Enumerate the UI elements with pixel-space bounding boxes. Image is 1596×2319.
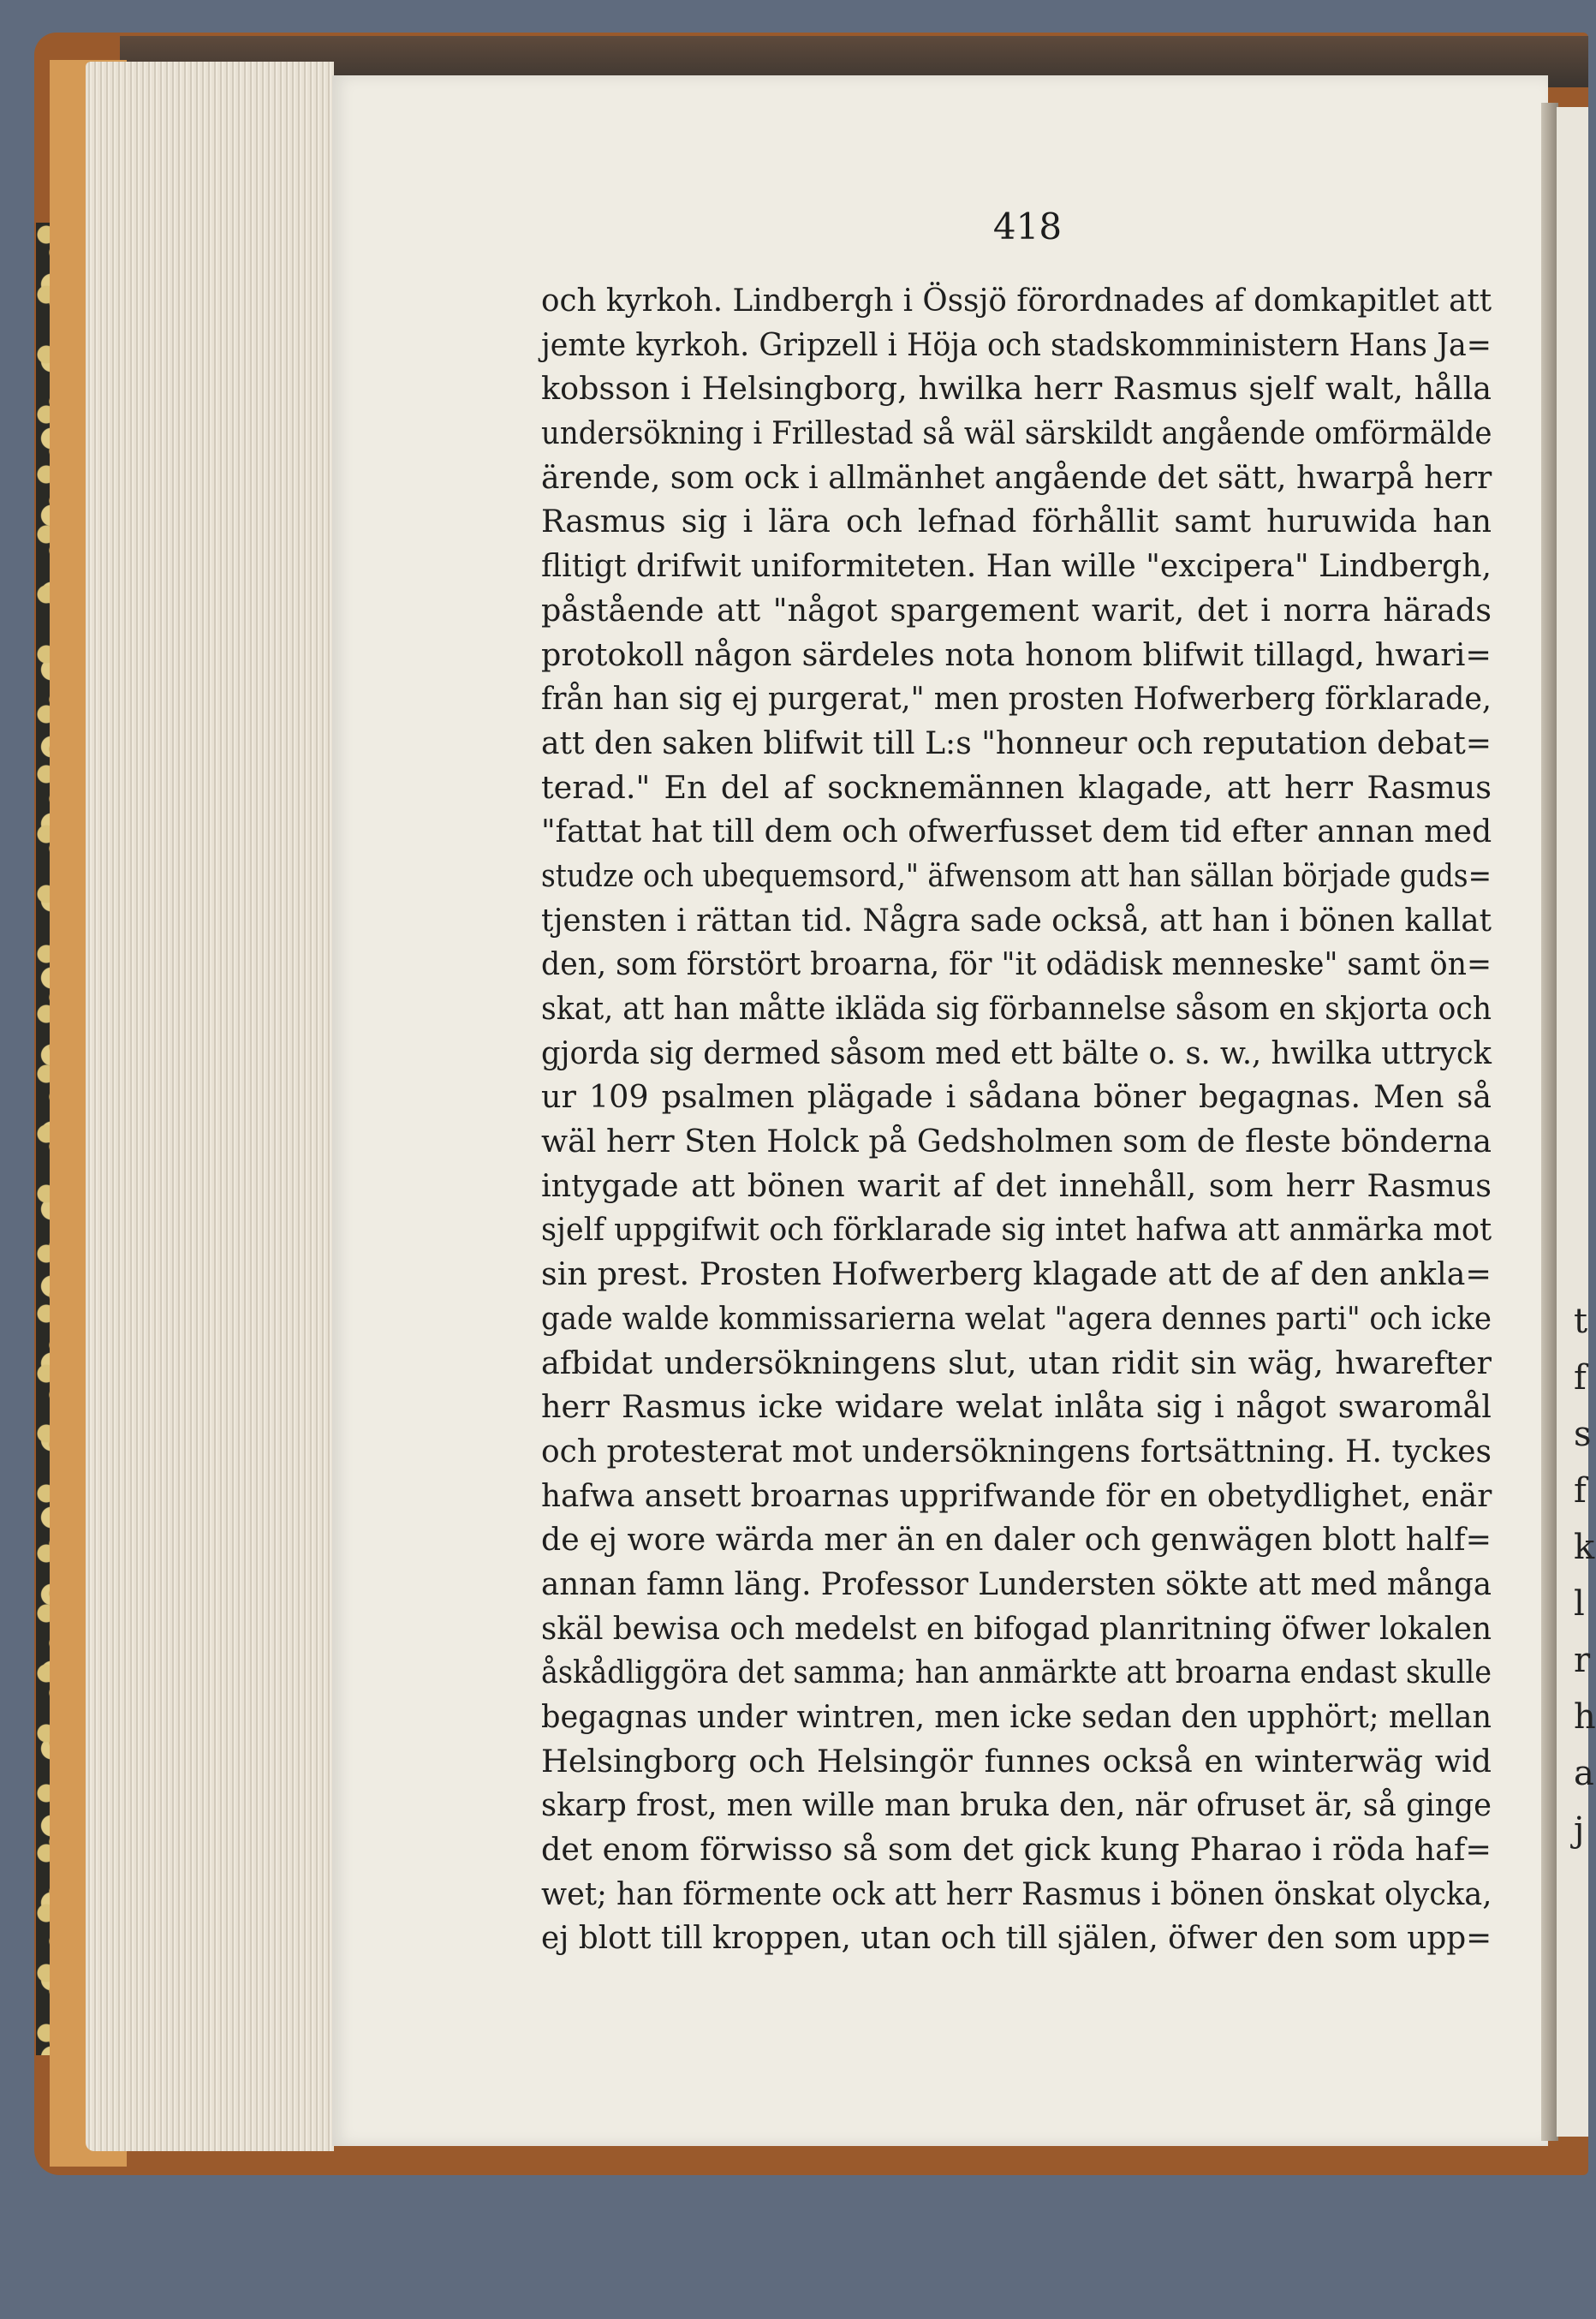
- facing-page-glyph: r: [1574, 1641, 1591, 1680]
- facing-page-glyph: t: [1574, 1302, 1588, 1341]
- text-line: den, som förstört broarna, för "it odädisk menneske" samt ön=: [541, 945, 1492, 983]
- facing-page-glyph: s: [1574, 1415, 1592, 1454]
- text-line: de ej wore wärda mer än en daler och genwägen blott half=: [541, 1521, 1492, 1559]
- text-line: ur 109 psalmen plägade i sådana böner begagnas. Men så: [541, 1078, 1492, 1116]
- text-line: begagnas under wintren, men icke sedan den upphört; mellan: [541, 1698, 1492, 1735]
- text-line: herr Rasmus icke widare welat inlåta sig i något swaromål: [541, 1388, 1492, 1426]
- text-line: annan famn läng. Professor Lundersten sökte att med många: [541, 1565, 1492, 1602]
- text-line: från han sig ej purgerat," men prosten Hofwerberg förklarade,: [541, 680, 1492, 718]
- facing-page-glyph: f: [1574, 1358, 1587, 1398]
- text-line: påstående att "något spargement warit, det i norra härads: [541, 591, 1492, 629]
- facing-page-glyph: f: [1574, 1471, 1587, 1511]
- text-line: ärende, som ock i allmänhet angående det sätt, hwarpå herr: [541, 458, 1492, 496]
- text-line: intygade att bönen warit af det innehåll, som herr Rasmus: [541, 1166, 1492, 1204]
- text-line: Helsingborg och Helsingör funnes också en winterwäg wid: [541, 1742, 1492, 1779]
- text-line: tjensten i rättan tid. Några sade också, att han i bönen kallat: [541, 901, 1492, 939]
- text-line: skat, att han måtte ikläda sig förbannelse såsom en skjorta och: [541, 990, 1492, 1027]
- text-line: "fattat hat till dem och ofwerfusset dem tid efter annan med: [541, 813, 1492, 850]
- facing-page-glyph: j: [1574, 1810, 1585, 1850]
- text-line: och protesterat mot undersökningens fortsättning. H. tyckes: [541, 1432, 1492, 1469]
- text-line: ej blott till kroppen, utan och till själen, öfwer den som upp=: [541, 1919, 1492, 1957]
- text-line: sjelf uppgifwit och förklarade sig intet hafwa att anmärka mot: [541, 1211, 1492, 1249]
- text-line: studze och ubequemsord," äfwensom att han sällan började guds=: [541, 856, 1492, 894]
- text-line: afbidat undersökningens slut, utan ridit sin wäg, hwarefter: [541, 1344, 1492, 1381]
- text-line: skarp frost, men wille man bruka den, när ofruset är, så ginge: [541, 1786, 1492, 1824]
- text-line: hafwa ansett broarnas upprifwande för en obetydlighet, enär: [541, 1476, 1492, 1514]
- text-line: gade walde kommissarierna welat "agera dennes parti" och icke: [541, 1299, 1492, 1337]
- text-line: Rasmus sig i lära och lefnad förhållit samt huruwida han: [541, 503, 1492, 540]
- text-line: åskådliggöra det samma; han anmärkte att broarna endast skulle: [541, 1654, 1492, 1691]
- facing-page-text-fragments: [1574, 1293, 1596, 1858]
- page-text: [541, 278, 1492, 1960]
- facing-page-glyph: a: [1574, 1754, 1594, 1793]
- facing-page-glyph: l: [1574, 1584, 1585, 1624]
- text-line: wäl herr Sten Holck på Gedsholmen som de fleste bönderna: [541, 1123, 1492, 1160]
- facing-page-glyph: k: [1574, 1528, 1595, 1567]
- text-line: kobsson i Helsingborg, hwilka herr Rasmus sjelf walt, hålla: [541, 370, 1492, 408]
- text-line: wet; han förmente ock att herr Rasmus i bönen önskat olycka,: [541, 1875, 1492, 1912]
- text-line: undersökning i Frillestad så wäl särskildt angående omförmälde: [541, 414, 1492, 452]
- page-number: 418: [992, 206, 1063, 247]
- text-line: och kyrkoh. Lindbergh i Össjö förordnades af domkapitlet att: [541, 282, 1492, 319]
- page-gutter: [1541, 103, 1558, 2141]
- page-block-edges: [86, 62, 334, 2151]
- text-line: gjorda sig dermed såsom med ett bälte o. s. w., hwilka uttryck: [541, 1034, 1492, 1071]
- text-line: att den saken blifwit till L:s "honneur och reputation debat=: [541, 724, 1492, 761]
- text-line: flitigt drifwit uniformiteten. Han wille "excipera" Lindbergh,: [541, 547, 1492, 585]
- text-line: protokoll någon särdeles nota honom blifwit tillagd, hwari=: [541, 635, 1492, 673]
- text-line: jemte kyrkoh. Gripzell i Höja och stadskomministern Hans Ja=: [541, 325, 1492, 363]
- text-line: terad." En del af socknemännen klagade, att herr Rasmus: [541, 768, 1492, 806]
- facing-page-glyph: h: [1574, 1697, 1596, 1737]
- text-line: det enom förwisso så som det gick kung Pharao i röda haf=: [541, 1831, 1492, 1869]
- text-line: sin prest. Prosten Hofwerberg klagade att de af den ankla=: [541, 1255, 1492, 1293]
- text-line: skäl bewisa och medelst en bifogad planritning öfwer lokalen: [541, 1609, 1492, 1647]
